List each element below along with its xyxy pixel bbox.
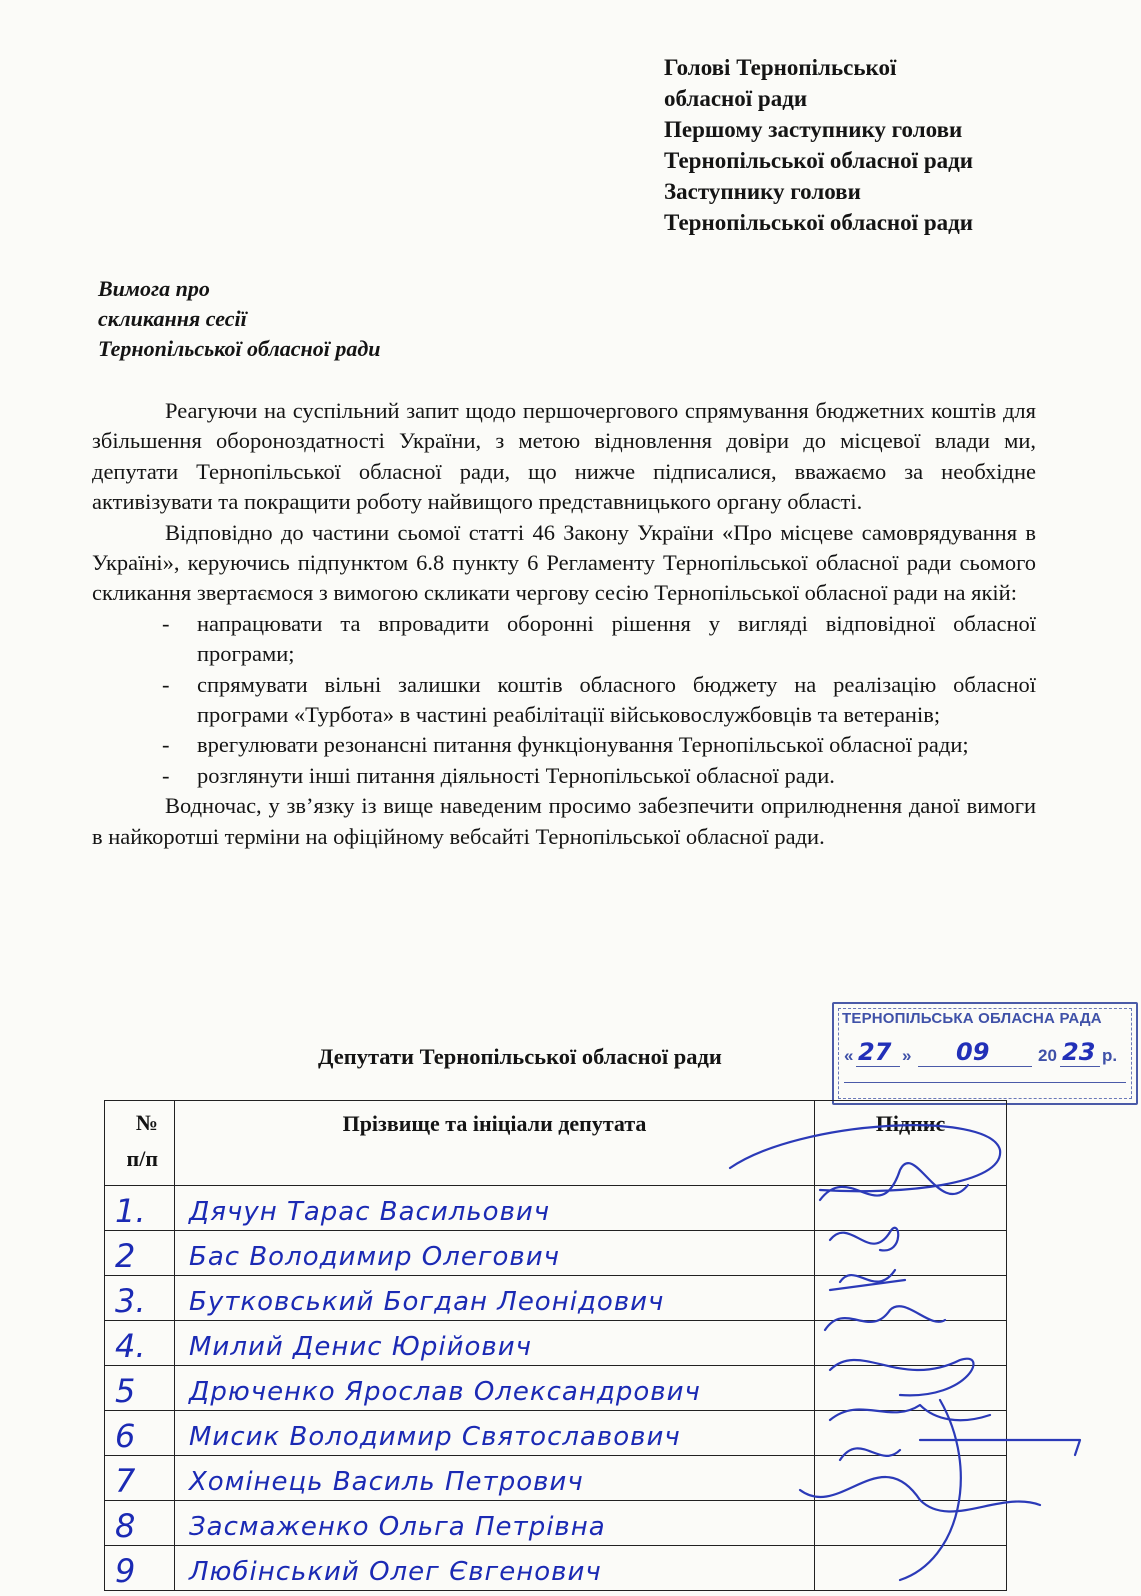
stamp-day: 27 — [858, 1038, 892, 1066]
stamp-date — [844, 1038, 1126, 1072]
table-row — [105, 1231, 1007, 1276]
row-number: 9 — [105, 1546, 175, 1591]
row-signature-cell — [815, 1501, 1007, 1546]
stamp-year-prefix: 20 — [1038, 1046, 1057, 1065]
list-item-text: розглянути інші питання діяльності Тернопільської обласної ради. — [197, 762, 835, 788]
row-number: 5 — [105, 1366, 175, 1411]
header-number-abbr: п/п — [126, 1146, 158, 1171]
addressee-line: Голові Тернопільської — [664, 55, 897, 80]
row-signature-cell — [815, 1546, 1007, 1591]
row-number: 7 — [105, 1456, 175, 1501]
row-deputy-name: Бас Володимир Олегович — [175, 1231, 815, 1276]
row-signature-cell — [815, 1366, 1007, 1411]
stamp-bottom-line — [844, 1082, 1126, 1083]
list-item-text: спрямувати вільні залишки коштів обласного бюджету на реалізацію обласної програми «Турбота» в частині реабілітації військовослужбовців та ветеранів; — [197, 671, 1036, 728]
row-deputy-name: Мисик Володимир Святославович — [175, 1411, 815, 1456]
stamp-open-quote: « — [844, 1046, 854, 1065]
stamp-month: 09 — [956, 1038, 990, 1066]
stamp-year-suffix: 23 — [1062, 1038, 1096, 1066]
row-number: 8 — [105, 1501, 175, 1546]
list-item: - розглянути інші питання діяльності Тернопільської обласної ради. — [162, 762, 835, 788]
addressee-line: Тернопільської обласної ради — [664, 148, 973, 173]
row-signature-cell — [815, 1186, 1007, 1231]
list-item: - напрацювати та впровадити оборонні рішення у вигляді відповідної обласної програми; — [162, 610, 1036, 667]
list-item: - врегулювати резонансні питання функціонування Тернопільської обласної ради; — [162, 732, 969, 758]
table-row — [105, 1366, 1007, 1411]
row-deputy-name: Хомінець Василь Петрович — [175, 1456, 815, 1501]
row-signature-cell — [815, 1231, 1007, 1276]
row-number: 1. — [105, 1186, 175, 1231]
header-number-sign: № — [135, 1110, 158, 1135]
table-row — [105, 1411, 1007, 1456]
addressee-line: Заступнику голови — [664, 179, 861, 204]
stamp-day-line — [856, 1066, 900, 1067]
header-number — [105, 1101, 175, 1186]
document-body — [92, 396, 1036, 852]
row-signature-cell — [815, 1321, 1007, 1366]
addressee-line: обласної ради — [664, 86, 808, 111]
row-signature-cell — [815, 1456, 1007, 1501]
demands-list — [92, 609, 1036, 791]
stamp-year-mark: р. — [1102, 1046, 1118, 1065]
row-number: 3. — [105, 1276, 175, 1321]
table-row — [105, 1321, 1007, 1366]
row-deputy-name: Дрюченко Ярослав Олександрович — [175, 1366, 815, 1411]
addressee-block — [664, 52, 973, 238]
table-row — [105, 1501, 1007, 1546]
header-name: Прізвище та ініціали депутата — [175, 1101, 815, 1186]
table-row — [105, 1546, 1007, 1591]
subject-line: скликання сесії — [98, 306, 247, 331]
stamp-year-line — [1060, 1066, 1100, 1067]
stamp-close-quote: » — [902, 1046, 912, 1065]
header-signature: Підпис — [815, 1101, 1007, 1186]
subject-line: Вимога про — [98, 276, 210, 301]
document-subject — [98, 274, 381, 364]
addressee-line: Першому заступнику голови — [664, 117, 963, 142]
signatures-table — [104, 1100, 1007, 1591]
body-paragraph: Реагуючи на суспільний запит щодо першочергового спрямування бюджетних коштів для збільшення обороноздатності України, з метою відновлення довіри до місцевої влади ми, депутати Тернопільської обласної ради, що нижче підписалися, вважаємо за необхідне активізувати та покращити роботу найвищого представницького органу області. — [92, 398, 1036, 515]
list-item: - спрямувати вільні залишки коштів обласного бюджету на реалізацію обласної програми «Турбота» в частині реабілітації військовослужбовців та ветеранів; — [162, 671, 1036, 728]
row-number: 4. — [105, 1321, 175, 1366]
row-number: 2 — [105, 1231, 175, 1276]
list-item-text: врегулювати резонансні питання функціонування Тернопільської обласної ради; — [197, 732, 969, 758]
addressee-line: Тернопільської обласної ради — [664, 210, 973, 235]
body-paragraph: Водночас, у зв’язку із вище наведеним просимо забезпечити оприлюднення даної вимоги в найкоротші терміни на офіційному вебсайті Тернопільської обласної ради. — [92, 793, 1036, 849]
stamp-month-line — [918, 1066, 1032, 1067]
row-signature-cell — [815, 1276, 1007, 1321]
row-deputy-name: Бутковський Богдан Леонідович — [175, 1276, 815, 1321]
registration-stamp — [832, 1002, 1138, 1105]
row-deputy-name: Милий Денис Юрійович — [175, 1321, 815, 1366]
body-paragraph: Відповідно до частини сьомої статті 46 Закону України «Про місцеве самоврядування в Україні», керуючись підпунктом 6.8 пункту 6 Регламенту Тернопільської обласної ради сьомого скликання звертаємося з вимогою скликати чергову сесію Тернопільської обласної ради на якій: — [92, 519, 1036, 606]
table-row — [105, 1456, 1007, 1501]
table-row — [105, 1186, 1007, 1231]
table-header-row — [105, 1101, 1007, 1186]
list-item-text: напрацювати та впровадити оборонні рішення у вигляді відповідної обласної програми; — [197, 610, 1036, 667]
row-number: 6 — [105, 1411, 175, 1456]
row-deputy-name: Засмаженко Ольга Петрівна — [175, 1501, 815, 1546]
row-deputy-name: Дячун Тарас Васильович — [175, 1186, 815, 1231]
row-signature-cell — [815, 1411, 1007, 1456]
row-deputy-name: Любінський Олег Євгенович — [175, 1546, 815, 1591]
signatories-title: Депутати Тернопільської обласної ради — [318, 1044, 722, 1069]
stamp-organization: ТЕРНОПІЛЬСЬКА ОБЛАСНА РАДА — [842, 1010, 1102, 1027]
table-row — [105, 1276, 1007, 1321]
subject-line: Тернопільської обласної ради — [98, 336, 381, 361]
